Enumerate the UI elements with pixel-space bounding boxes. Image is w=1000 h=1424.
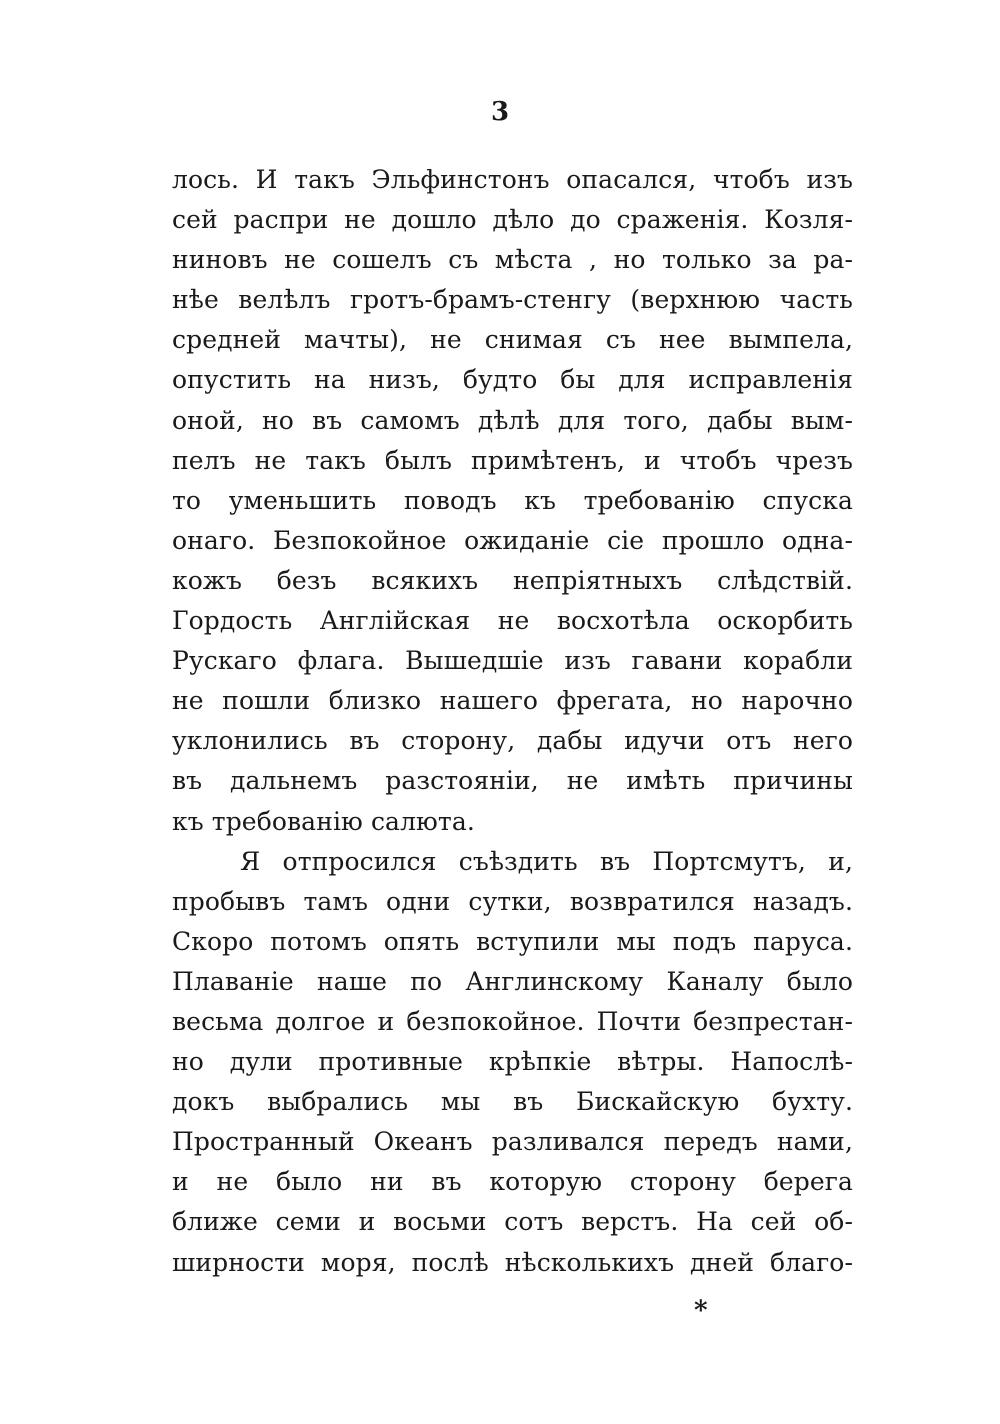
- text-line: кожъ безъ всякихъ непріятныхъ слѣдствій.: [172, 565, 853, 595]
- text-line: лось. И такъ Эльфинстонъ опасался, чтобъ изъ: [172, 165, 853, 194]
- text-line: онаго. Безпокойное ожиданіе сіе прошло одна-: [172, 525, 853, 555]
- text-line: въ дальнемъ разстояніи, не имѣть причины: [172, 766, 853, 796]
- text-line: Скоро потомъ опять вступили мы подъ паруса.: [172, 926, 853, 956]
- text-line: пробывъ тамъ одни сутки, возвратился назадъ.: [172, 886, 853, 916]
- text-line: то уменьшить поводъ къ требованію спуска: [172, 485, 853, 515]
- text-line: не пошли близко нашего фрегата, но нарочно: [172, 686, 853, 716]
- text-line: докъ выбрались мы въ Бискайскую бухту.: [172, 1087, 853, 1117]
- text-line: весьма долгое и безпокойное. Почти безпрестан-: [172, 1006, 853, 1036]
- signature-mark: *: [694, 1296, 708, 1326]
- text-line: нѣе велѣлъ гротъ-брамъ-стенгу (верхнюю часть: [172, 285, 853, 315]
- text-line: ширности моря, послѣ нѣсколькихъ дней благо-: [172, 1247, 853, 1277]
- text-line: Пространный Океанъ разливался передъ нами,: [172, 1127, 853, 1157]
- text-line: ниновъ не сошелъ съ мѣста , но только за ра-: [172, 245, 853, 275]
- text-line: но дули противные крѣпкіе вѣтры. Напослѣ-: [172, 1047, 853, 1077]
- text-line: уклонились въ сторону, дабы идучи отъ него: [172, 726, 853, 756]
- text-line: и не было ни въ которую сторону берега: [172, 1167, 853, 1197]
- text-line: ближе семи и восьми сотъ верстъ. На сей об-: [172, 1207, 853, 1237]
- text-line: опустить на низъ, будто бы для исправленія: [172, 365, 853, 395]
- paragraph-2: [172, 842, 853, 1283]
- paragraph-1: [172, 160, 853, 842]
- text-line: сей распри не дошло дѣло до сраженія. Козля-: [172, 205, 853, 235]
- page-number: 3: [490, 97, 510, 127]
- text-line: Я отпросился съѣздить въ Портсмутъ, и,: [240, 846, 853, 876]
- text-line: къ требованію салюта.: [172, 806, 475, 836]
- text-line: пелъ не такъ былъ примѣтенъ, и чтобъ чрезъ: [172, 445, 853, 475]
- text-line: оной, но въ самомъ дѣлѣ для того, дабы вым-: [172, 405, 853, 435]
- text-line: средней мачты), не снимая съ нее вымпела,: [172, 325, 853, 355]
- text-line: Гордость Англійская не восхотѣла оскорбить: [172, 606, 853, 636]
- text-line: Рускаго флага. Вышедшіе изъ гавани корабли: [172, 646, 853, 676]
- text-line: Плаваніе наше по Англинскому Каналу было: [172, 966, 853, 996]
- body-text: [172, 160, 853, 1283]
